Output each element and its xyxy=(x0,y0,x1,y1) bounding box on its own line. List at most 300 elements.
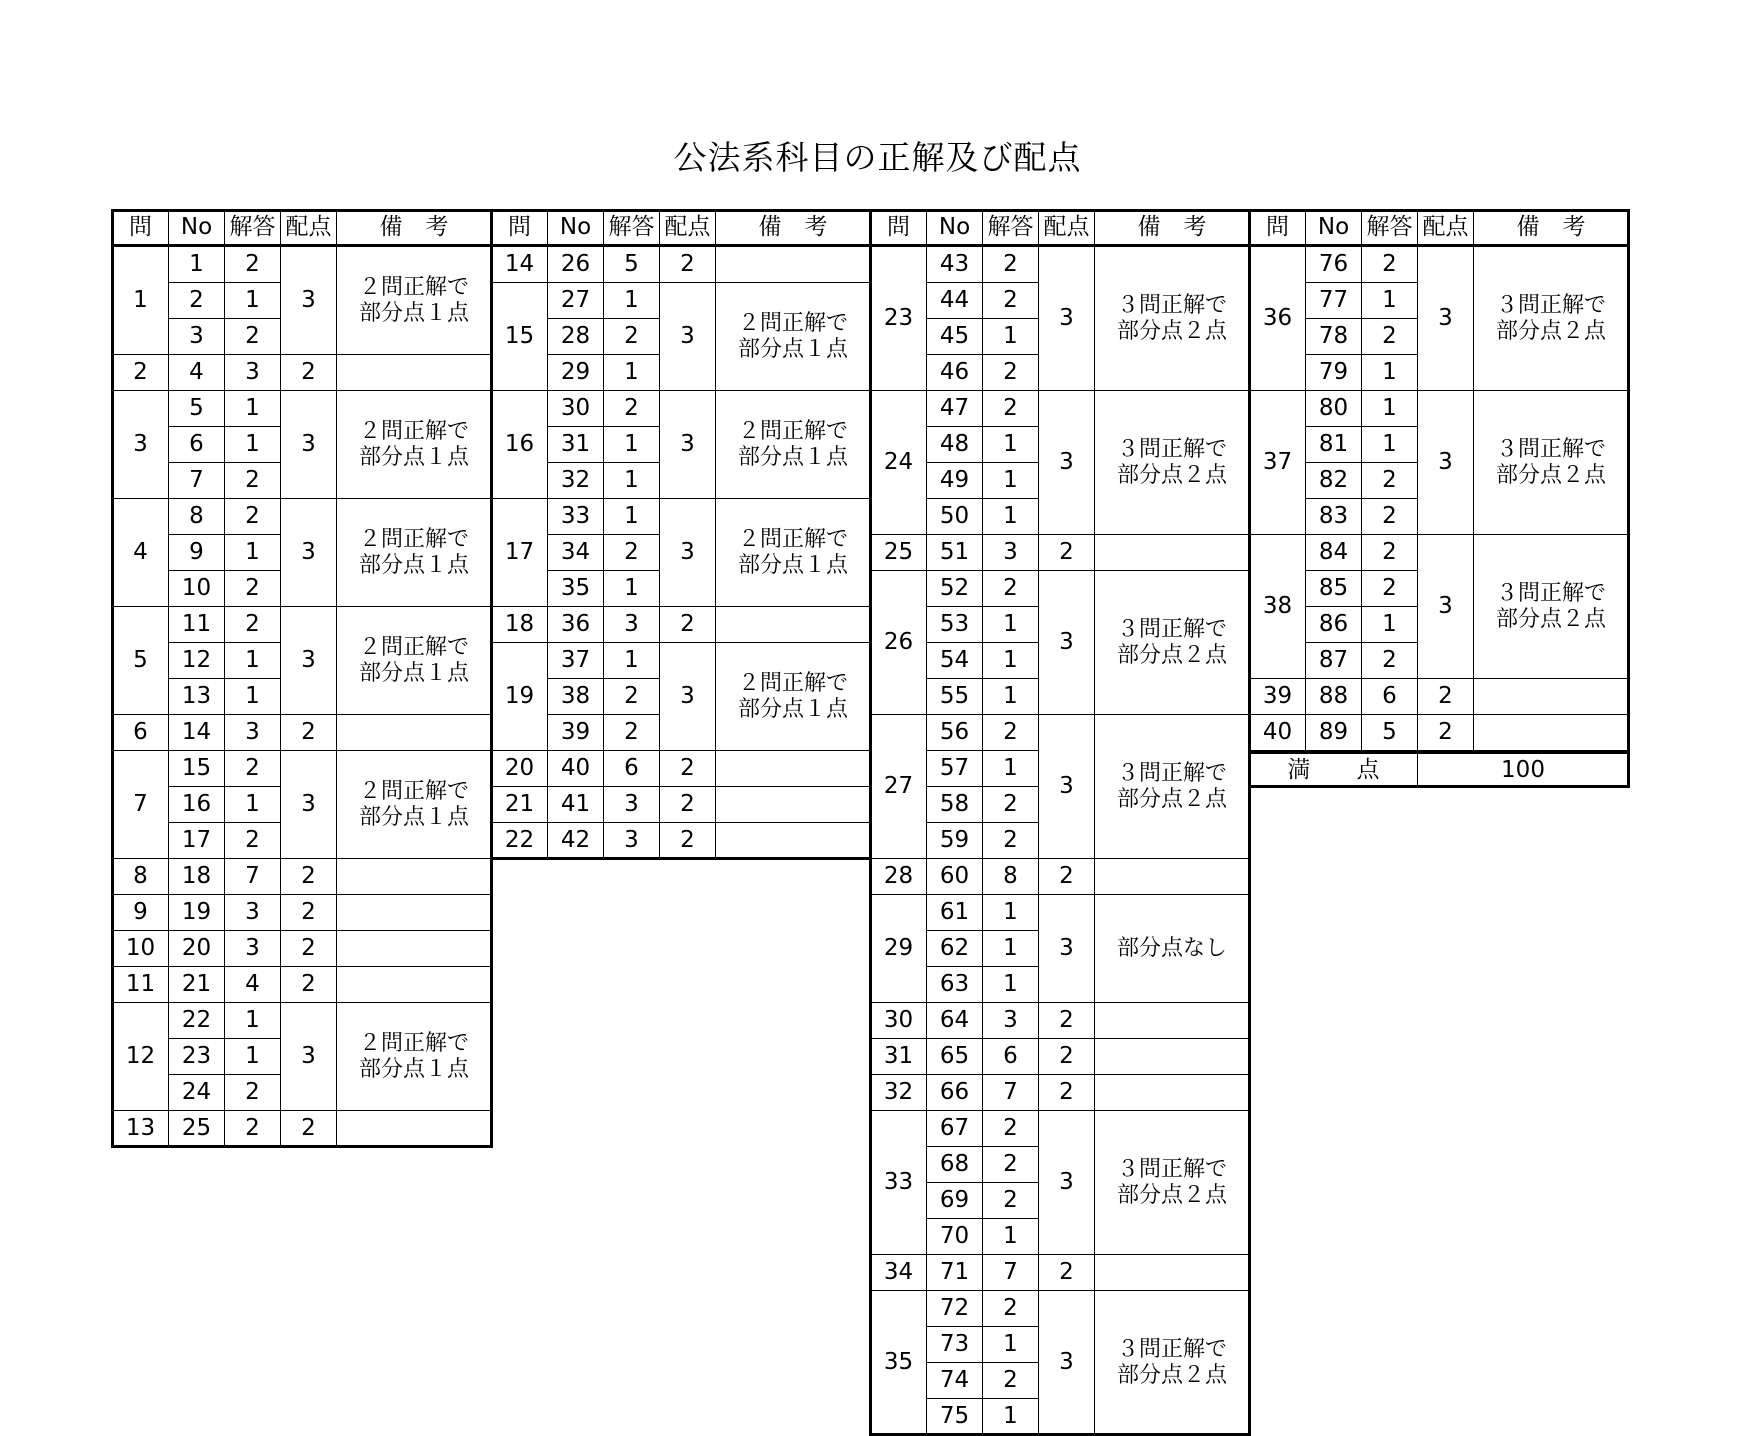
answer-value: 8 xyxy=(983,859,1039,895)
points: 2 xyxy=(1418,679,1474,715)
answer-no: 82 xyxy=(1306,463,1362,499)
answer-no: 73 xyxy=(927,1327,983,1363)
question-number: 18 xyxy=(492,607,548,643)
answer-value: 2 xyxy=(983,283,1039,319)
answer-no: 44 xyxy=(927,283,983,319)
question-number: 39 xyxy=(1250,679,1306,715)
remarks xyxy=(1474,715,1629,751)
points: 3 xyxy=(1039,715,1095,859)
remarks xyxy=(1095,1003,1250,1039)
answer-value: 1 xyxy=(225,1003,281,1039)
answer-no: 15 xyxy=(169,751,225,787)
header-pts: 配点 xyxy=(281,211,337,247)
answer-value: 1 xyxy=(225,679,281,715)
remarks: ２問正解で 部分点１点 xyxy=(716,283,871,391)
question-number: 33 xyxy=(871,1111,927,1255)
question-number: 21 xyxy=(492,787,548,823)
answer-value: 1 xyxy=(604,499,660,535)
remarks xyxy=(716,787,871,823)
answer-value: 1 xyxy=(983,931,1039,967)
answer-value: 2 xyxy=(1362,535,1418,571)
question-number: 36 xyxy=(1250,247,1306,391)
answer-value: 2 xyxy=(1362,643,1418,679)
total-label: 満 点 xyxy=(1250,751,1418,787)
answer-no: 19 xyxy=(169,895,225,931)
answer-value: 1 xyxy=(225,427,281,463)
answer-value: 2 xyxy=(1362,463,1418,499)
answer-value: 1 xyxy=(225,535,281,571)
answer-value: 2 xyxy=(983,1183,1039,1219)
answer-no: 63 xyxy=(927,967,983,1003)
header-ans: 解答 xyxy=(225,211,281,247)
question-number: 17 xyxy=(492,499,548,607)
remarks xyxy=(1095,1075,1250,1111)
answer-value: 1 xyxy=(604,355,660,391)
answer-no: 29 xyxy=(548,355,604,391)
answer-value: 1 xyxy=(604,571,660,607)
answer-no: 84 xyxy=(1306,535,1362,571)
answer-value: 1 xyxy=(983,319,1039,355)
points: 3 xyxy=(660,643,716,751)
answer-value: 7 xyxy=(225,859,281,895)
answer-no: 26 xyxy=(548,247,604,283)
remarks: ２問正解で 部分点１点 xyxy=(716,643,871,751)
remarks xyxy=(337,895,492,931)
answer-no: 83 xyxy=(1306,499,1362,535)
answer-value: 2 xyxy=(225,571,281,607)
answer-value: 1 xyxy=(983,1219,1039,1255)
answer-no: 8 xyxy=(169,499,225,535)
answer-value: 2 xyxy=(225,607,281,643)
answer-no: 13 xyxy=(169,679,225,715)
answer-no: 18 xyxy=(169,859,225,895)
answer-no: 37 xyxy=(548,643,604,679)
header-q: 問 xyxy=(1250,211,1306,247)
answer-no: 34 xyxy=(548,535,604,571)
answer-value: 2 xyxy=(604,535,660,571)
points: 3 xyxy=(281,391,337,499)
question-number: 34 xyxy=(871,1255,927,1291)
question-number: 29 xyxy=(871,895,927,1003)
answer-no: 17 xyxy=(169,823,225,859)
answer-no: 32 xyxy=(548,463,604,499)
answer-no: 75 xyxy=(927,1399,983,1435)
answer-no: 64 xyxy=(927,1003,983,1039)
points: 3 xyxy=(1039,1111,1095,1255)
answer-no: 52 xyxy=(927,571,983,607)
answer-value: 2 xyxy=(983,787,1039,823)
question-number: 32 xyxy=(871,1075,927,1111)
answer-no: 23 xyxy=(169,1039,225,1075)
answer-value: 1 xyxy=(1362,283,1418,319)
answer-no: 79 xyxy=(1306,355,1362,391)
question-number: 5 xyxy=(113,607,169,715)
answer-value: 1 xyxy=(225,787,281,823)
question-number: 3 xyxy=(113,391,169,499)
answer-no: 51 xyxy=(927,535,983,571)
question-number: 4 xyxy=(113,499,169,607)
question-number: 23 xyxy=(871,247,927,391)
answer-value: 2 xyxy=(983,391,1039,427)
question-number: 27 xyxy=(871,715,927,859)
header-no: No xyxy=(1306,211,1362,247)
question-number: 31 xyxy=(871,1039,927,1075)
answer-value: 2 xyxy=(983,823,1039,859)
answer-value: 2 xyxy=(225,319,281,355)
points: 3 xyxy=(1039,571,1095,715)
answer-no: 55 xyxy=(927,679,983,715)
question-number: 40 xyxy=(1250,715,1306,751)
answer-no: 81 xyxy=(1306,427,1362,463)
answer-value: 4 xyxy=(225,967,281,1003)
answer-value: 3 xyxy=(225,931,281,967)
answer-value: 2 xyxy=(225,1075,281,1111)
points: 2 xyxy=(281,715,337,751)
answer-value: 7 xyxy=(983,1255,1039,1291)
answer-no: 27 xyxy=(548,283,604,319)
points: 3 xyxy=(1039,391,1095,535)
answer-value: 1 xyxy=(225,283,281,319)
points: 3 xyxy=(281,499,337,607)
answer-value: 2 xyxy=(225,1111,281,1147)
answer-no: 46 xyxy=(927,355,983,391)
points: 3 xyxy=(281,751,337,859)
remarks xyxy=(716,751,871,787)
answer-value: 1 xyxy=(604,427,660,463)
remarks xyxy=(337,931,492,967)
answer-value: 1 xyxy=(983,643,1039,679)
remarks xyxy=(337,1111,492,1147)
remarks xyxy=(1095,859,1250,895)
answer-no: 61 xyxy=(927,895,983,931)
answer-no: 88 xyxy=(1306,679,1362,715)
answer-no: 58 xyxy=(927,787,983,823)
remarks: ２問正解で 部分点１点 xyxy=(337,607,492,715)
answer-no: 22 xyxy=(169,1003,225,1039)
answer-value: 6 xyxy=(983,1039,1039,1075)
answer-value: 2 xyxy=(604,391,660,427)
question-number: 24 xyxy=(871,391,927,535)
answer-value: 2 xyxy=(983,1147,1039,1183)
question-number: 9 xyxy=(113,895,169,931)
points: 2 xyxy=(1039,1039,1095,1075)
answer-value: 1 xyxy=(225,643,281,679)
points: 2 xyxy=(660,247,716,283)
answer-no: 24 xyxy=(169,1075,225,1111)
answer-value: 2 xyxy=(225,247,281,283)
question-number: 16 xyxy=(492,391,548,499)
answer-value: 2 xyxy=(983,1363,1039,1399)
answer-value: 2 xyxy=(225,823,281,859)
points: 3 xyxy=(1418,391,1474,535)
answer-value: 1 xyxy=(604,283,660,319)
answer-no: 4 xyxy=(169,355,225,391)
answer-no: 36 xyxy=(548,607,604,643)
remarks: ３問正解で 部分点２点 xyxy=(1095,247,1250,391)
answer-no: 9 xyxy=(169,535,225,571)
points: 2 xyxy=(281,355,337,391)
points: 3 xyxy=(1039,895,1095,1003)
question-number: 13 xyxy=(113,1111,169,1147)
question-number: 10 xyxy=(113,931,169,967)
remarks: ２問正解で 部分点１点 xyxy=(337,391,492,499)
answer-no: 43 xyxy=(927,247,983,283)
answer-no: 54 xyxy=(927,643,983,679)
header-pts: 配点 xyxy=(1039,211,1095,247)
answer-value: 2 xyxy=(983,715,1039,751)
answer-value: 2 xyxy=(225,751,281,787)
question-number: 14 xyxy=(492,247,548,283)
remarks xyxy=(1474,679,1629,715)
total-value: 100 xyxy=(1418,751,1629,787)
remarks: ３問正解で 部分点２点 xyxy=(1095,1111,1250,1255)
answer-value: 2 xyxy=(1362,571,1418,607)
header-no: No xyxy=(548,211,604,247)
remarks xyxy=(337,355,492,391)
question-number: 19 xyxy=(492,643,548,751)
header-note: 備 考 xyxy=(1474,211,1629,247)
points: 2 xyxy=(660,823,716,859)
answer-no: 77 xyxy=(1306,283,1362,319)
header-pts: 配点 xyxy=(660,211,716,247)
header-note: 備 考 xyxy=(716,211,871,247)
answer-value: 2 xyxy=(604,715,660,751)
points: 2 xyxy=(1039,859,1095,895)
answer-no: 3 xyxy=(169,319,225,355)
answer-no: 7 xyxy=(169,463,225,499)
answer-value: 1 xyxy=(225,1039,281,1075)
header-q: 問 xyxy=(871,211,927,247)
question-number: 30 xyxy=(871,1003,927,1039)
points: 2 xyxy=(281,931,337,967)
remarks xyxy=(1095,1039,1250,1075)
answer-no: 67 xyxy=(927,1111,983,1147)
points: 3 xyxy=(1418,535,1474,679)
remarks: ３問正解で 部分点２点 xyxy=(1095,715,1250,859)
remarks xyxy=(716,823,871,859)
answer-no: 89 xyxy=(1306,715,1362,751)
remarks: ２問正解で 部分点１点 xyxy=(716,391,871,499)
answer-value: 3 xyxy=(225,895,281,931)
answer-no: 10 xyxy=(169,571,225,607)
answer-no: 35 xyxy=(548,571,604,607)
question-number: 8 xyxy=(113,859,169,895)
answer-no: 72 xyxy=(927,1291,983,1327)
points: 2 xyxy=(281,1111,337,1147)
answer-value: 2 xyxy=(1362,319,1418,355)
answer-no: 65 xyxy=(927,1039,983,1075)
question-number: 12 xyxy=(113,1003,169,1111)
points: 3 xyxy=(1418,247,1474,391)
points: 2 xyxy=(1039,1255,1095,1291)
question-number: 35 xyxy=(871,1291,927,1435)
question-number: 25 xyxy=(871,535,927,571)
points: 2 xyxy=(281,895,337,931)
answer-no: 49 xyxy=(927,463,983,499)
question-number: 38 xyxy=(1250,535,1306,679)
remarks xyxy=(337,967,492,1003)
answer-no: 2 xyxy=(169,283,225,319)
answer-value: 1 xyxy=(983,499,1039,535)
answer-no: 71 xyxy=(927,1255,983,1291)
points: 2 xyxy=(281,859,337,895)
answer-value: 1 xyxy=(983,967,1039,1003)
answer-value: 1 xyxy=(983,895,1039,931)
answer-value: 1 xyxy=(983,463,1039,499)
answer-value: 2 xyxy=(983,247,1039,283)
answer-no: 41 xyxy=(548,787,604,823)
answer-no: 39 xyxy=(548,715,604,751)
points: 3 xyxy=(1039,1291,1095,1435)
answer-value: 6 xyxy=(604,751,660,787)
question-number: 6 xyxy=(113,715,169,751)
answer-no: 40 xyxy=(548,751,604,787)
answer-no: 12 xyxy=(169,643,225,679)
question-number: 37 xyxy=(1250,391,1306,535)
answer-no: 56 xyxy=(927,715,983,751)
answer-value: 3 xyxy=(604,787,660,823)
answer-no: 33 xyxy=(548,499,604,535)
remarks xyxy=(337,859,492,895)
answer-no: 86 xyxy=(1306,607,1362,643)
header-note: 備 考 xyxy=(1095,211,1250,247)
answer-value: 1 xyxy=(983,751,1039,787)
answer-value: 1 xyxy=(983,1399,1039,1435)
answer-no: 25 xyxy=(169,1111,225,1147)
question-number: 28 xyxy=(871,859,927,895)
answer-value: 1 xyxy=(983,427,1039,463)
answer-no: 62 xyxy=(927,931,983,967)
question-number: 20 xyxy=(492,751,548,787)
answer-no: 78 xyxy=(1306,319,1362,355)
remarks xyxy=(1095,1255,1250,1291)
answer-no: 57 xyxy=(927,751,983,787)
points: 2 xyxy=(1039,535,1095,571)
answer-no: 14 xyxy=(169,715,225,751)
answer-value: 3 xyxy=(604,607,660,643)
answer-no: 21 xyxy=(169,967,225,1003)
question-number: 7 xyxy=(113,751,169,859)
points: 3 xyxy=(660,283,716,391)
answer-value: 2 xyxy=(983,571,1039,607)
answer-value: 2 xyxy=(225,499,281,535)
remarks xyxy=(716,247,871,283)
points: 2 xyxy=(660,607,716,643)
answer-value: 7 xyxy=(983,1075,1039,1111)
answer-no: 70 xyxy=(927,1219,983,1255)
points: 3 xyxy=(281,247,337,355)
answer-no: 45 xyxy=(927,319,983,355)
answer-value: 2 xyxy=(983,355,1039,391)
remarks: ３問正解で 部分点２点 xyxy=(1474,391,1629,535)
answer-no: 76 xyxy=(1306,247,1362,283)
answer-value: 1 xyxy=(983,679,1039,715)
answer-value: 1 xyxy=(1362,355,1418,391)
answer-value: 2 xyxy=(225,463,281,499)
answer-no: 85 xyxy=(1306,571,1362,607)
answer-value: 2 xyxy=(1362,499,1418,535)
header-q: 問 xyxy=(113,211,169,247)
points: 2 xyxy=(1039,1075,1095,1111)
remarks: ２問正解で 部分点１点 xyxy=(337,499,492,607)
answer-no: 16 xyxy=(169,787,225,823)
answer-no: 20 xyxy=(169,931,225,967)
question-number: 11 xyxy=(113,967,169,1003)
remarks xyxy=(337,715,492,751)
answer-no: 74 xyxy=(927,1363,983,1399)
points: 2 xyxy=(1418,715,1474,751)
answer-no: 38 xyxy=(548,679,604,715)
answer-value: 2 xyxy=(604,319,660,355)
points: 3 xyxy=(281,1003,337,1111)
answer-value: 1 xyxy=(225,391,281,427)
answer-value: 6 xyxy=(1362,679,1418,715)
question-number: 15 xyxy=(492,283,548,391)
page-title: 公法系科目の正解及び配点 xyxy=(673,138,1082,177)
answer-no: 87 xyxy=(1306,643,1362,679)
answer-no: 47 xyxy=(927,391,983,427)
answer-no: 66 xyxy=(927,1075,983,1111)
answer-no: 68 xyxy=(927,1147,983,1183)
answer-no: 69 xyxy=(927,1183,983,1219)
answer-value: 2 xyxy=(983,1111,1039,1147)
remarks: ３問正解で 部分点２点 xyxy=(1095,1291,1250,1435)
answer-value: 2 xyxy=(604,679,660,715)
header-note: 備 考 xyxy=(337,211,492,247)
answer-value: 3 xyxy=(604,823,660,859)
answer-no: 28 xyxy=(548,319,604,355)
remarks: 部分点なし xyxy=(1095,895,1250,1003)
answer-value: 1 xyxy=(604,643,660,679)
question-number: 1 xyxy=(113,247,169,355)
answer-no: 11 xyxy=(169,607,225,643)
question-number: 22 xyxy=(492,823,548,859)
question-number: 2 xyxy=(113,355,169,391)
answer-value: 1 xyxy=(604,463,660,499)
answer-no: 6 xyxy=(169,427,225,463)
remarks: ３問正解で 部分点２点 xyxy=(1474,535,1629,679)
answer-value: 1 xyxy=(1362,607,1418,643)
remarks xyxy=(716,607,871,643)
points: 2 xyxy=(281,967,337,1003)
answer-value: 2 xyxy=(1362,247,1418,283)
answer-value: 1 xyxy=(983,1327,1039,1363)
remarks: ２問正解で 部分点１点 xyxy=(337,1003,492,1111)
remarks: ２問正解で 部分点１点 xyxy=(716,499,871,607)
answer-no: 30 xyxy=(548,391,604,427)
points: 3 xyxy=(660,499,716,607)
answer-no: 1 xyxy=(169,247,225,283)
answer-value: 3 xyxy=(225,355,281,391)
answer-value: 1 xyxy=(983,607,1039,643)
points: 3 xyxy=(281,607,337,715)
answer-value: 1 xyxy=(1362,391,1418,427)
remarks: ３問正解で 部分点２点 xyxy=(1095,571,1250,715)
answer-value: 3 xyxy=(225,715,281,751)
question-number: 26 xyxy=(871,571,927,715)
answer-value: 5 xyxy=(604,247,660,283)
header-ans: 解答 xyxy=(1362,211,1418,247)
remarks xyxy=(1095,535,1250,571)
remarks: ３問正解で 部分点２点 xyxy=(1474,247,1629,391)
header-no: No xyxy=(927,211,983,247)
points: 3 xyxy=(1039,247,1095,391)
header-no: No xyxy=(169,211,225,247)
remarks: ２問正解で 部分点１点 xyxy=(337,247,492,355)
answer-value: 5 xyxy=(1362,715,1418,751)
answer-value: 1 xyxy=(1362,427,1418,463)
header-q: 問 xyxy=(492,211,548,247)
